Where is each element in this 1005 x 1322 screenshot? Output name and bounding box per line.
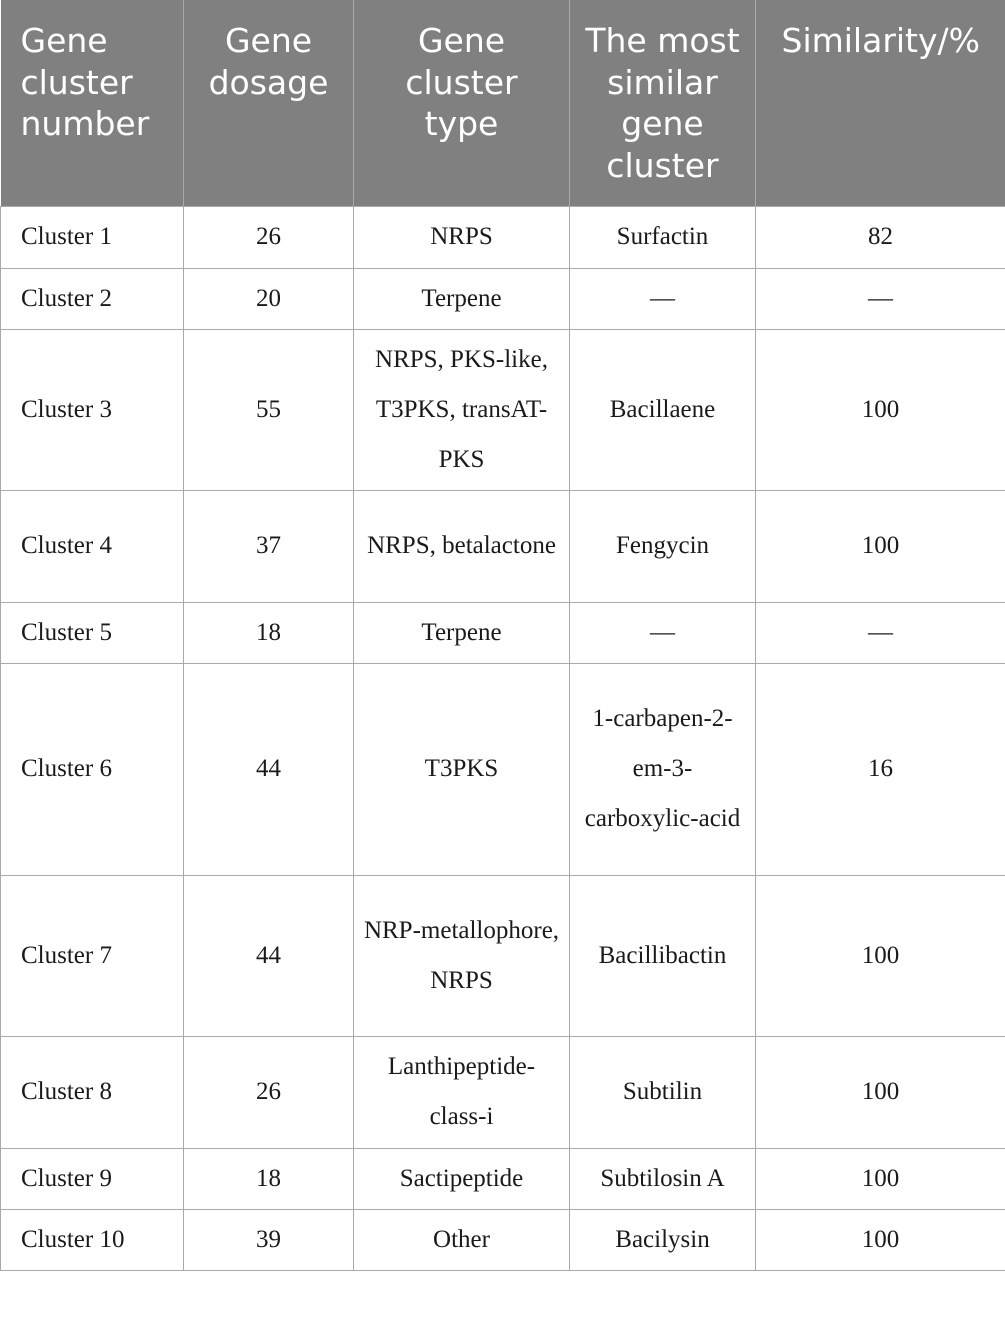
table-row: [1, 1209, 1005, 1270]
cell-cluster-type: Terpene: [354, 602, 570, 663]
cell-cluster-type: Terpene: [354, 268, 570, 329]
cell-gene-dosage: 26: [184, 206, 354, 268]
header-gene-cluster-number: Gene cluster number: [1, 0, 184, 206]
cell-most-similar: Subtilosin A: [570, 1148, 756, 1209]
cell-similarity: —: [756, 268, 1005, 329]
cell-similarity: 82: [756, 206, 1005, 268]
cell-cluster-number: Cluster 1: [1, 206, 184, 268]
table-row: [1, 490, 1005, 602]
cell-most-similar: Bacillaene: [570, 329, 756, 490]
cell-cluster-number: Cluster 9: [1, 1148, 184, 1209]
cell-gene-dosage: 39: [184, 1209, 354, 1270]
cell-similarity: 100: [756, 1148, 1005, 1209]
cell-most-similar: Subtilin: [570, 1036, 756, 1148]
cell-cluster-type: T3PKS: [354, 663, 570, 875]
table-row: [1, 602, 1005, 663]
cell-cluster-number: Cluster 5: [1, 602, 184, 663]
cell-cluster-number: Cluster 2: [1, 268, 184, 329]
header-similarity: Similarity/%: [756, 0, 1005, 206]
cell-cluster-number: Cluster 4: [1, 490, 184, 602]
cell-gene-dosage: 18: [184, 1148, 354, 1209]
cell-gene-dosage: 26: [184, 1036, 354, 1148]
cell-cluster-type: Other: [354, 1209, 570, 1270]
cell-cluster-type: NRPS, betalactone: [354, 490, 570, 602]
cell-gene-dosage: 44: [184, 663, 354, 875]
cell-most-similar: Bacilysin: [570, 1209, 756, 1270]
cell-cluster-type: Sactipeptide: [354, 1148, 570, 1209]
cell-gene-dosage: 20: [184, 268, 354, 329]
cell-most-similar: Fengycin: [570, 490, 756, 602]
cell-cluster-type: NRPS, PKS-like, T3PKS, transAT-PKS: [354, 329, 570, 490]
cell-similarity: 100: [756, 1209, 1005, 1270]
table-header: [1, 0, 1005, 206]
cell-most-similar: —: [570, 268, 756, 329]
cell-most-similar: Surfactin: [570, 206, 756, 268]
cell-gene-dosage: 37: [184, 490, 354, 602]
cell-most-similar: 1-carbapen-2-em-3-carboxylic-acid: [570, 663, 756, 875]
cell-cluster-number: Cluster 3: [1, 329, 184, 490]
cell-most-similar: —: [570, 602, 756, 663]
table-row: [1, 268, 1005, 329]
header-row: [1, 0, 1005, 206]
table-row: [1, 1148, 1005, 1209]
cell-gene-dosage: 18: [184, 602, 354, 663]
header-most-similar-gene-cluster: The most similar gene cluster: [570, 0, 756, 206]
cell-most-similar: Bacillibactin: [570, 875, 756, 1036]
table-row: [1, 875, 1005, 1036]
table-row: [1, 329, 1005, 490]
header-gene-dosage: Gene dosage: [184, 0, 354, 206]
table-body: [1, 206, 1005, 1270]
cell-cluster-type: NRP-metallophore, NRPS: [354, 875, 570, 1036]
table-row: [1, 206, 1005, 268]
cell-similarity: 100: [756, 875, 1005, 1036]
header-gene-cluster-type: Gene cluster type: [354, 0, 570, 206]
cell-similarity: 100: [756, 490, 1005, 602]
cell-cluster-type: Lanthipeptide-class-i: [354, 1036, 570, 1148]
cell-cluster-number: Cluster 7: [1, 875, 184, 1036]
cell-cluster-type: NRPS: [354, 206, 570, 268]
cell-similarity: 100: [756, 329, 1005, 490]
cell-similarity: 100: [756, 1036, 1005, 1148]
cell-gene-dosage: 44: [184, 875, 354, 1036]
cell-gene-dosage: 55: [184, 329, 354, 490]
cell-cluster-number: Cluster 8: [1, 1036, 184, 1148]
cell-similarity: 16: [756, 663, 1005, 875]
cell-cluster-number: Cluster 10: [1, 1209, 184, 1270]
cell-similarity: —: [756, 602, 1005, 663]
cell-cluster-number: Cluster 6: [1, 663, 184, 875]
table-row: [1, 663, 1005, 875]
table-row: [1, 1036, 1005, 1148]
